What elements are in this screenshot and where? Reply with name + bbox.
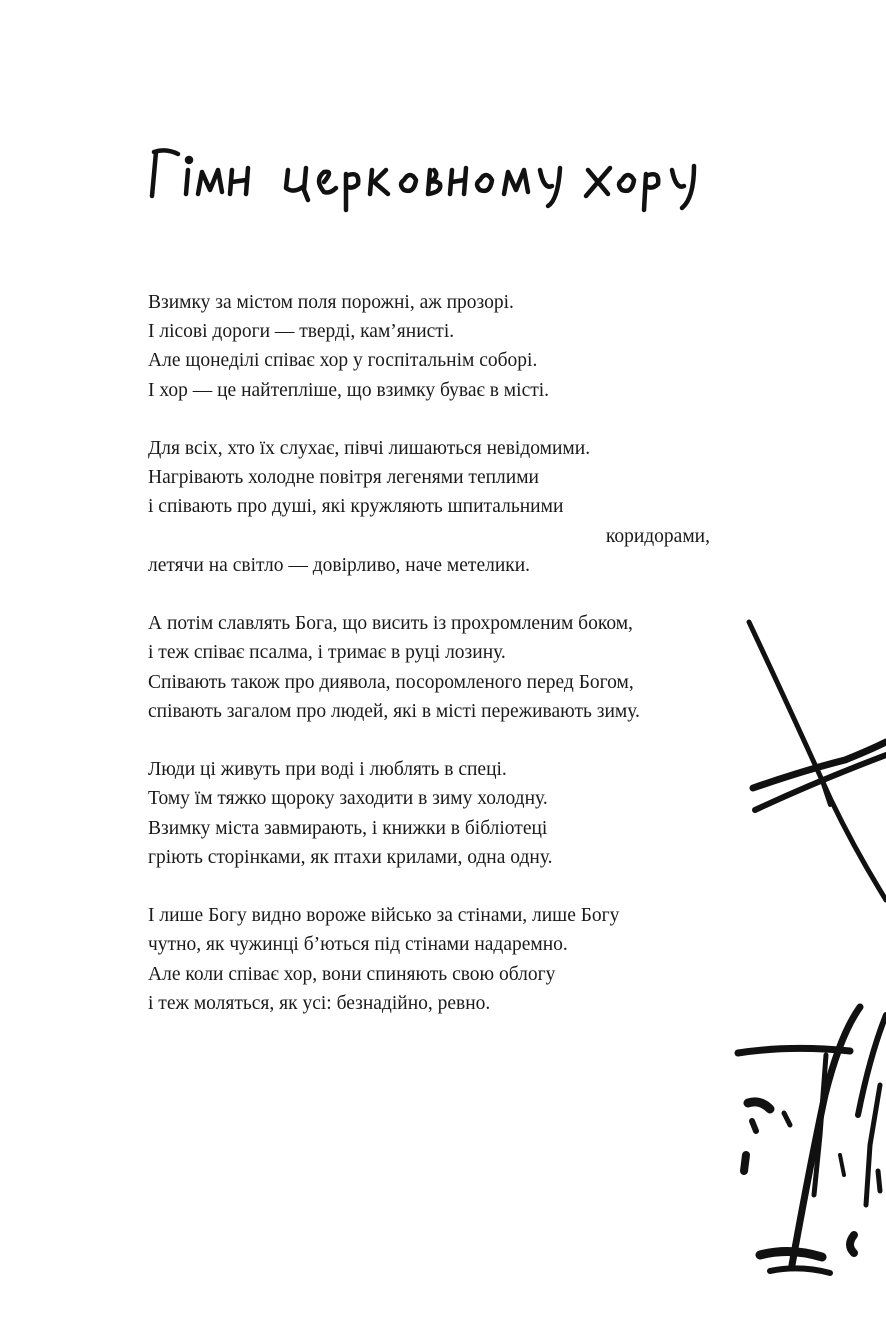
- stanza: [148, 609, 728, 726]
- poem-line: гріють сторінками, як птахи крилами, одна одну.: [148, 846, 553, 868]
- poem-line: і теж співає псалма, і тримає в руці лозину.: [148, 642, 506, 664]
- poem-line: і теж моляться, як усі: безнадійно, ревно.: [148, 992, 491, 1014]
- poem-line: летячи на світло — довірливо, наче метелики.: [148, 554, 531, 576]
- poem-line: Тому їм тяжко щороку заходити в зиму холодну.: [148, 788, 548, 810]
- stanza: [148, 288, 728, 405]
- poem-line: Але коли співає хор, вони спиняють свою облогу: [148, 963, 556, 985]
- poem-line: співають загалом про людей, які в місті переживають зиму.: [148, 700, 640, 722]
- ink-drawing-cross: [735, 600, 886, 940]
- poem-line: Взимку міста завмирають, і книжки в бібліотеці: [148, 817, 548, 839]
- poem-line: І хор — це найтепліше, що взимку буває в місті.: [148, 379, 550, 401]
- poem-line: Взимку за містом поля порожні, аж прозорі.: [148, 292, 514, 313]
- poem-line: чутно, як чужинці б’ються під стінами надаремно.: [148, 934, 568, 956]
- poem-line: Співають також про диявола, посоромленого перед Богом,: [148, 671, 634, 693]
- stanza: [148, 755, 728, 872]
- handwritten-title-drawing: [148, 140, 708, 220]
- poem-line: Нагрівають холодне повітря легенями теплими: [148, 467, 539, 489]
- poem-line: Люди ці живуть при воді і люблять в спеці.: [148, 759, 507, 781]
- poem-line: І лісові дороги — тверді, кам’янисті.: [148, 321, 455, 343]
- stanza: [148, 901, 728, 1018]
- poem-line: і співають про душі, які кружляють шпитальними: [148, 496, 564, 518]
- poem-line: І лише Богу видно вороже військо за стінами, лише Богу: [148, 905, 620, 927]
- poem-line-continuation: коридорами,: [605, 525, 710, 547]
- poem-body: [148, 288, 728, 1047]
- stanza: [148, 434, 728, 580]
- poem-line: А потім славлять Бога, що висить із прохромленим боком,: [148, 613, 633, 635]
- poem-line: Для всіх, хто їх слухає, півчі лишаються невідомими.: [148, 438, 591, 459]
- ink-drawing-abstract: [730, 995, 886, 1285]
- poem-line: Але щонеділі співає хор у госпітальнім соборі.: [148, 350, 538, 372]
- page-title: [148, 140, 708, 220]
